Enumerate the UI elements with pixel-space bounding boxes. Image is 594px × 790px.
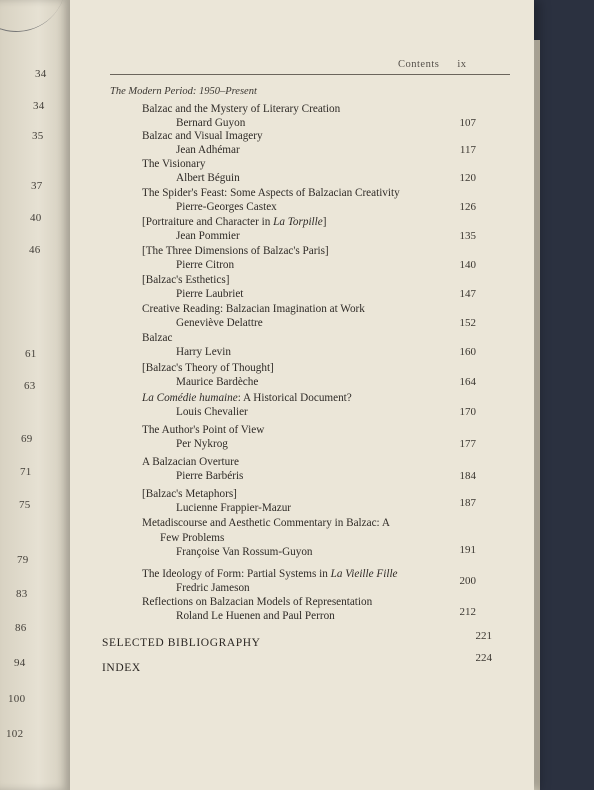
entry-page: 177 [459, 438, 476, 450]
entry-author: Pierre Citron [176, 259, 235, 271]
entry-author: Per Nykrog [176, 438, 228, 450]
left-page-number: 69 [21, 433, 33, 445]
left-page-number: 79 [17, 554, 29, 566]
entry-title: Metadiscourse and Aesthetic Commentary in Balzac: A [142, 517, 390, 529]
left-page-number: 86 [15, 622, 27, 634]
entry-title: Balzac [142, 332, 173, 344]
entry-author: Fredric Jameson [176, 582, 250, 594]
entry-title: [Balzac's Metaphors] [142, 488, 237, 500]
left-page-number: 83 [16, 588, 28, 600]
entry-title: The Author's Point of View [142, 424, 265, 436]
left-page-number: 37 [31, 180, 43, 192]
entry-title: La Comédie humaine: A Historical Document? [142, 392, 352, 404]
entry-author: Lucienne Frappier-Mazur [176, 502, 292, 514]
entry-page: 187 [459, 497, 476, 509]
entry-page: 107 [459, 117, 476, 129]
entry-author: Pierre Barbéris [176, 470, 244, 482]
running-head-label: Contents [398, 59, 440, 70]
left-page-number: 94 [14, 657, 26, 669]
entry-author: Bernard Guyon [176, 117, 246, 129]
entry-title: The Ideology of Form: Partial Systems in La Vieille Fille [142, 568, 398, 580]
entry-author: Jean Pommier [176, 230, 240, 242]
entry-title: The Spider's Feast: Some Aspects of Balzacian Creativity [142, 187, 400, 199]
entry-author: Geneviève Delattre [176, 317, 263, 329]
left-page-number: 35 [32, 130, 44, 142]
left-page-number: 34 [33, 100, 45, 112]
index-page: 224 [475, 652, 492, 664]
left-page-number: 46 [29, 244, 41, 256]
entry-author: Maurice Bardèche [176, 376, 259, 388]
section-title: The Modern Period: 1950–Present [110, 86, 257, 97]
entry-author: Jean Adhémar [176, 144, 240, 156]
bibliography-page: 221 [475, 630, 492, 642]
left-page-number: 63 [24, 380, 36, 392]
entry-page: 147 [459, 288, 476, 300]
entry-author: Pierre Laubriet [176, 288, 244, 300]
entry-page: 152 [459, 317, 476, 329]
entry-title: Balzac and the Mystery of Literary Creation [142, 103, 341, 115]
page-curve [0, 0, 67, 45]
entry-title: [Balzac's Theory of Thought] [142, 362, 274, 374]
entry-page: 164 [459, 376, 476, 388]
left-page [0, 0, 70, 790]
left-page-number: 40 [30, 212, 42, 224]
entry-page: 212 [459, 606, 476, 618]
entry-page: 140 [459, 259, 476, 271]
entry-page: 135 [459, 230, 476, 242]
entry-author: Albert Béguin [176, 172, 240, 184]
entry-author: Harry Levin [176, 346, 231, 358]
entry-page: 170 [459, 406, 476, 418]
left-page-number: 71 [20, 466, 32, 478]
entry-author: Françoise Van Rossum-Guyon [176, 546, 313, 558]
header-rule [110, 74, 510, 75]
entry-title: The Visionary [142, 158, 206, 170]
left-page-number: 34 [35, 68, 47, 80]
entry-title: Creative Reading: Balzacian Imagination at Work [142, 303, 365, 315]
entry-page: 160 [459, 346, 476, 358]
left-page-number: 61 [25, 348, 37, 360]
entry-page: 126 [459, 201, 476, 213]
page-edge [534, 40, 540, 790]
entry-title: Reflections on Balzacian Models of Representation [142, 596, 373, 608]
left-page-number: 75 [19, 499, 31, 511]
entry-page: 200 [459, 575, 476, 587]
entry-page: 184 [459, 470, 476, 482]
left-page-number: 102 [6, 728, 24, 740]
entry-page: 120 [459, 172, 476, 184]
entry-title: Balzac and Visual Imagery [142, 130, 263, 142]
entry-page: 117 [459, 144, 476, 156]
entry-title: [Portraiture and Character in La Torpille] [142, 216, 327, 228]
entry-title-continued: Few Problems [160, 532, 225, 544]
entry-author: Louis Chevalier [176, 406, 248, 418]
entry-author: Roland Le Huenen and Paul Perron [176, 610, 335, 622]
running-head [398, 59, 467, 70]
entry-author: Pierre-Georges Castex [176, 201, 277, 213]
running-head-page: ix [457, 59, 467, 70]
entry-title: [Balzac's Esthetics] [142, 274, 230, 286]
left-page-number: 100 [8, 693, 26, 705]
bibliography-heading: SELECTED BIBLIOGRAPHY [102, 637, 261, 649]
contents-page [70, 0, 534, 790]
entry-page: 191 [459, 544, 476, 556]
entry-title: A Balzacian Overture [142, 456, 239, 468]
index-heading: INDEX [102, 662, 141, 674]
entry-title: [The Three Dimensions of Balzac's Paris] [142, 245, 329, 257]
